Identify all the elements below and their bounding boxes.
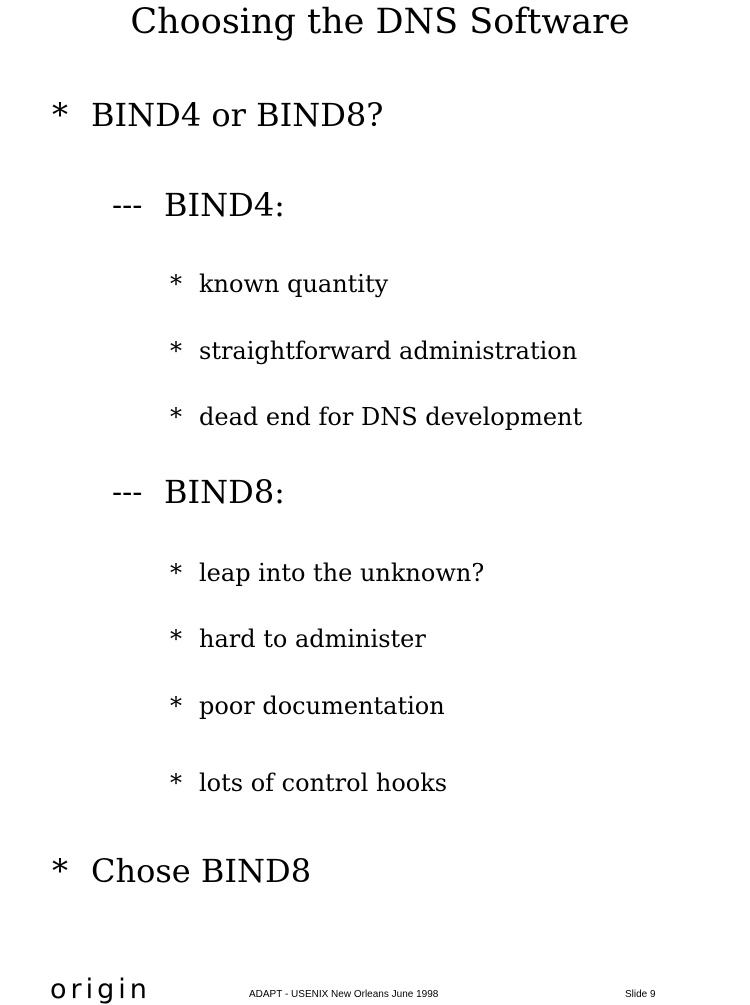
bullet-marker: * (170, 270, 182, 298)
bind8-item: poor documentation (199, 692, 445, 720)
question-heading: BIND4 or BIND8? (91, 96, 384, 134)
bullet-marker: * (170, 559, 182, 587)
bullet-marker: * (52, 96, 68, 134)
bind4-item: straightforward administration (199, 337, 578, 365)
bind4-item: dead end for DNS development (199, 403, 583, 431)
bind8-item: lots of control hooks (199, 769, 448, 797)
bind4-item: known quantity (199, 270, 389, 298)
bullet-marker: * (170, 337, 182, 365)
slide-number: Slide 9 (625, 989, 656, 1000)
bullet-marker: * (170, 769, 182, 797)
bind8-item: hard to administer (199, 625, 426, 653)
origin-logo: origin (50, 974, 151, 1005)
bullet-marker: * (170, 692, 182, 720)
footer-conference: ADAPT - USENIX New Orleans June 1998 (249, 989, 439, 1000)
bullet-marker: * (170, 403, 182, 431)
bind8-item: leap into the unknown? (199, 559, 485, 587)
dash-marker: --- (112, 475, 143, 510)
bind4-heading: BIND4: (164, 186, 285, 224)
dash-marker: --- (112, 188, 143, 223)
bullet-marker: * (52, 852, 68, 890)
conclusion: Chose BIND8 (91, 852, 312, 890)
slide-title: Choosing the DNS Software (130, 2, 630, 42)
bullet-marker: * (170, 625, 182, 653)
bind8-heading: BIND8: (164, 473, 285, 511)
